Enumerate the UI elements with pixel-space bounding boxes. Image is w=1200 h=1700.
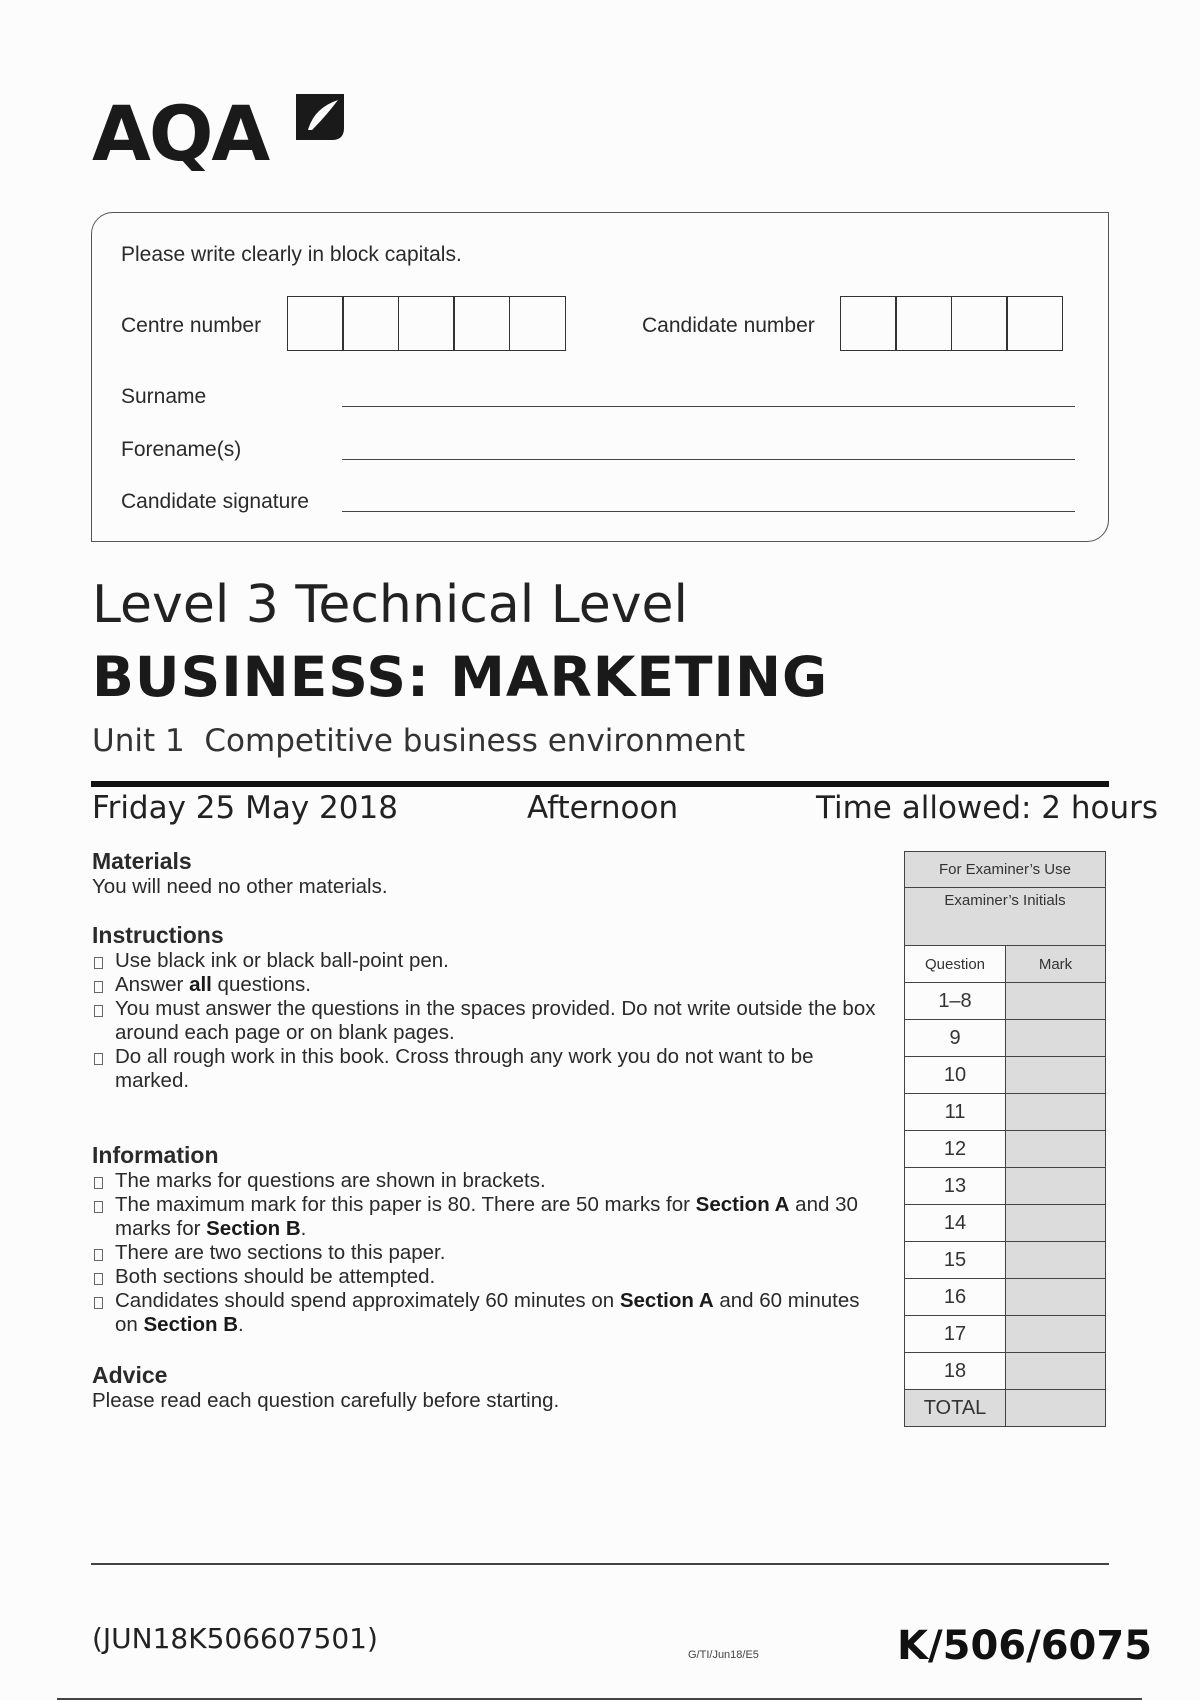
information-text: and 30 marks for [115,1193,858,1240]
paper-code: (JUN18K506607501) [92,1622,378,1655]
information-text: . [300,1217,307,1240]
centre-digit-box[interactable] [398,296,455,351]
unit-title: Unit 1 Competitive business environment [92,723,746,759]
instruction-item: Do all rough work in this book. Cross through any work you do not want to be marked. [92,1045,882,1093]
information-section [92,1142,882,1337]
candidate-number-label: Candidate number [642,314,815,337]
mark-cell[interactable] [1006,1094,1106,1131]
mark-cell[interactable] [1006,1242,1106,1279]
question-number: 10 [905,1057,1006,1094]
advice-section [92,1362,882,1413]
question-column-header: Question [905,946,1006,983]
examiner-initials-label: Examiner’s Initials [944,892,1066,909]
materials-heading: Materials [92,848,192,874]
candidate-digit-box[interactable] [840,296,897,351]
total-mark-cell[interactable] [1006,1390,1106,1427]
information-item: The marks for questions are shown in brackets. [92,1169,882,1193]
candidate-digit-box[interactable] [951,296,1008,351]
information-item [92,1289,882,1337]
advice-text: Please read each question carefully before starting. [92,1389,560,1412]
instruction-text: questions. [211,973,312,996]
mark-column-header: Mark [1006,946,1106,983]
information-text: and 60 minutes on [115,1289,860,1336]
specification-code: K/506/6075 [897,1623,1153,1669]
centre-digit-box[interactable] [287,296,344,351]
question-number: 14 [905,1205,1006,1242]
surname-field[interactable] [342,406,1075,407]
instructions-section [92,922,882,1093]
question-number: 9 [905,1020,1006,1057]
examiner-use-table [904,851,1106,1427]
examiner-use-header: For Examiner’s Use [905,852,1106,888]
question-number: 12 [905,1131,1006,1168]
mark-cell[interactable] [1006,1316,1106,1353]
question-number: 16 [905,1279,1006,1316]
information-item: There are two sections to this paper. [92,1241,882,1265]
information-emphasis: Section B [143,1313,239,1336]
exam-session: Afternoon [527,790,679,826]
question-number: 11 [905,1094,1006,1131]
mark-cell[interactable] [1006,1131,1106,1168]
qualification-level: Level 3 Technical Level [92,575,688,635]
title-divider [91,781,1109,787]
mark-cell[interactable] [1006,1279,1106,1316]
forename-field[interactable] [342,459,1075,460]
mark-cell[interactable] [1006,1353,1106,1390]
bottom-rule [57,1698,1142,1700]
mark-cell[interactable] [1006,1020,1106,1057]
information-emphasis: Section B [206,1217,301,1240]
instruction-item: You must answer the questions in the spaces provided. Do not write outside the box around each page or on blank pages. [92,997,882,1045]
question-number: 15 [905,1242,1006,1279]
information-item: Both sections should be attempted. [92,1265,882,1289]
instructions-heading: Instructions [92,922,224,948]
centre-digit-box[interactable] [342,296,399,351]
mark-cell[interactable] [1006,1057,1106,1094]
forename-label: Forename(s) [121,438,242,461]
signature-label: Candidate signature [121,490,309,513]
leaf-icon [292,90,348,148]
time-allowed: Time allowed: 2 hours [816,790,1159,826]
information-text: The maximum mark for this paper is 80. There are 50 marks for [115,1193,696,1216]
instruction-item: Use black ink or black ball-point pen. [92,949,882,973]
instruction-text: Answer [115,973,190,996]
examiner-initials-cell[interactable] [905,888,1106,946]
question-number: 13 [905,1168,1006,1205]
reference-code: G/TI/Jun18/E5 [688,1649,759,1661]
question-number: 17 [905,1316,1006,1353]
block-capitals-instruction: Please write clearly in block capitals. [121,243,462,266]
candidate-number-boxes[interactable] [841,296,1063,351]
materials-section [92,848,882,899]
instruction-emphasis: all [189,973,212,996]
advice-heading: Advice [92,1362,168,1388]
logo-text: AQA [92,89,269,178]
information-text: . [238,1313,244,1336]
mark-cell[interactable] [1006,983,1106,1020]
centre-digit-box[interactable] [509,296,566,351]
candidate-digit-box[interactable] [1006,296,1063,351]
question-number: 1–8 [905,983,1006,1020]
centre-number-label: Centre number [121,314,262,337]
subject-title: BUSINESS: MARKETING [92,645,829,709]
information-emphasis: Section A [619,1289,714,1312]
mark-cell[interactable] [1006,1168,1106,1205]
information-text: Candidates should spend approximately 60 minutes on [115,1289,620,1312]
exam-date: Friday 25 May 2018 [92,790,398,826]
total-label: TOTAL [905,1390,1006,1427]
instruction-item [92,973,882,997]
surname-label: Surname [121,385,207,408]
mark-cell[interactable] [1006,1205,1106,1242]
signature-field[interactable] [342,511,1075,512]
question-number: 18 [905,1353,1006,1390]
footer-divider [91,1563,1109,1565]
information-emphasis: Section A [695,1193,790,1216]
candidate-details-box [91,212,1109,542]
aqa-logo [92,88,352,180]
candidate-digit-box[interactable] [895,296,952,351]
materials-text: You will need no other materials. [92,875,388,898]
centre-number-boxes[interactable] [288,296,566,351]
information-item [92,1193,882,1241]
centre-digit-box[interactable] [453,296,510,351]
information-heading: Information [92,1142,219,1168]
